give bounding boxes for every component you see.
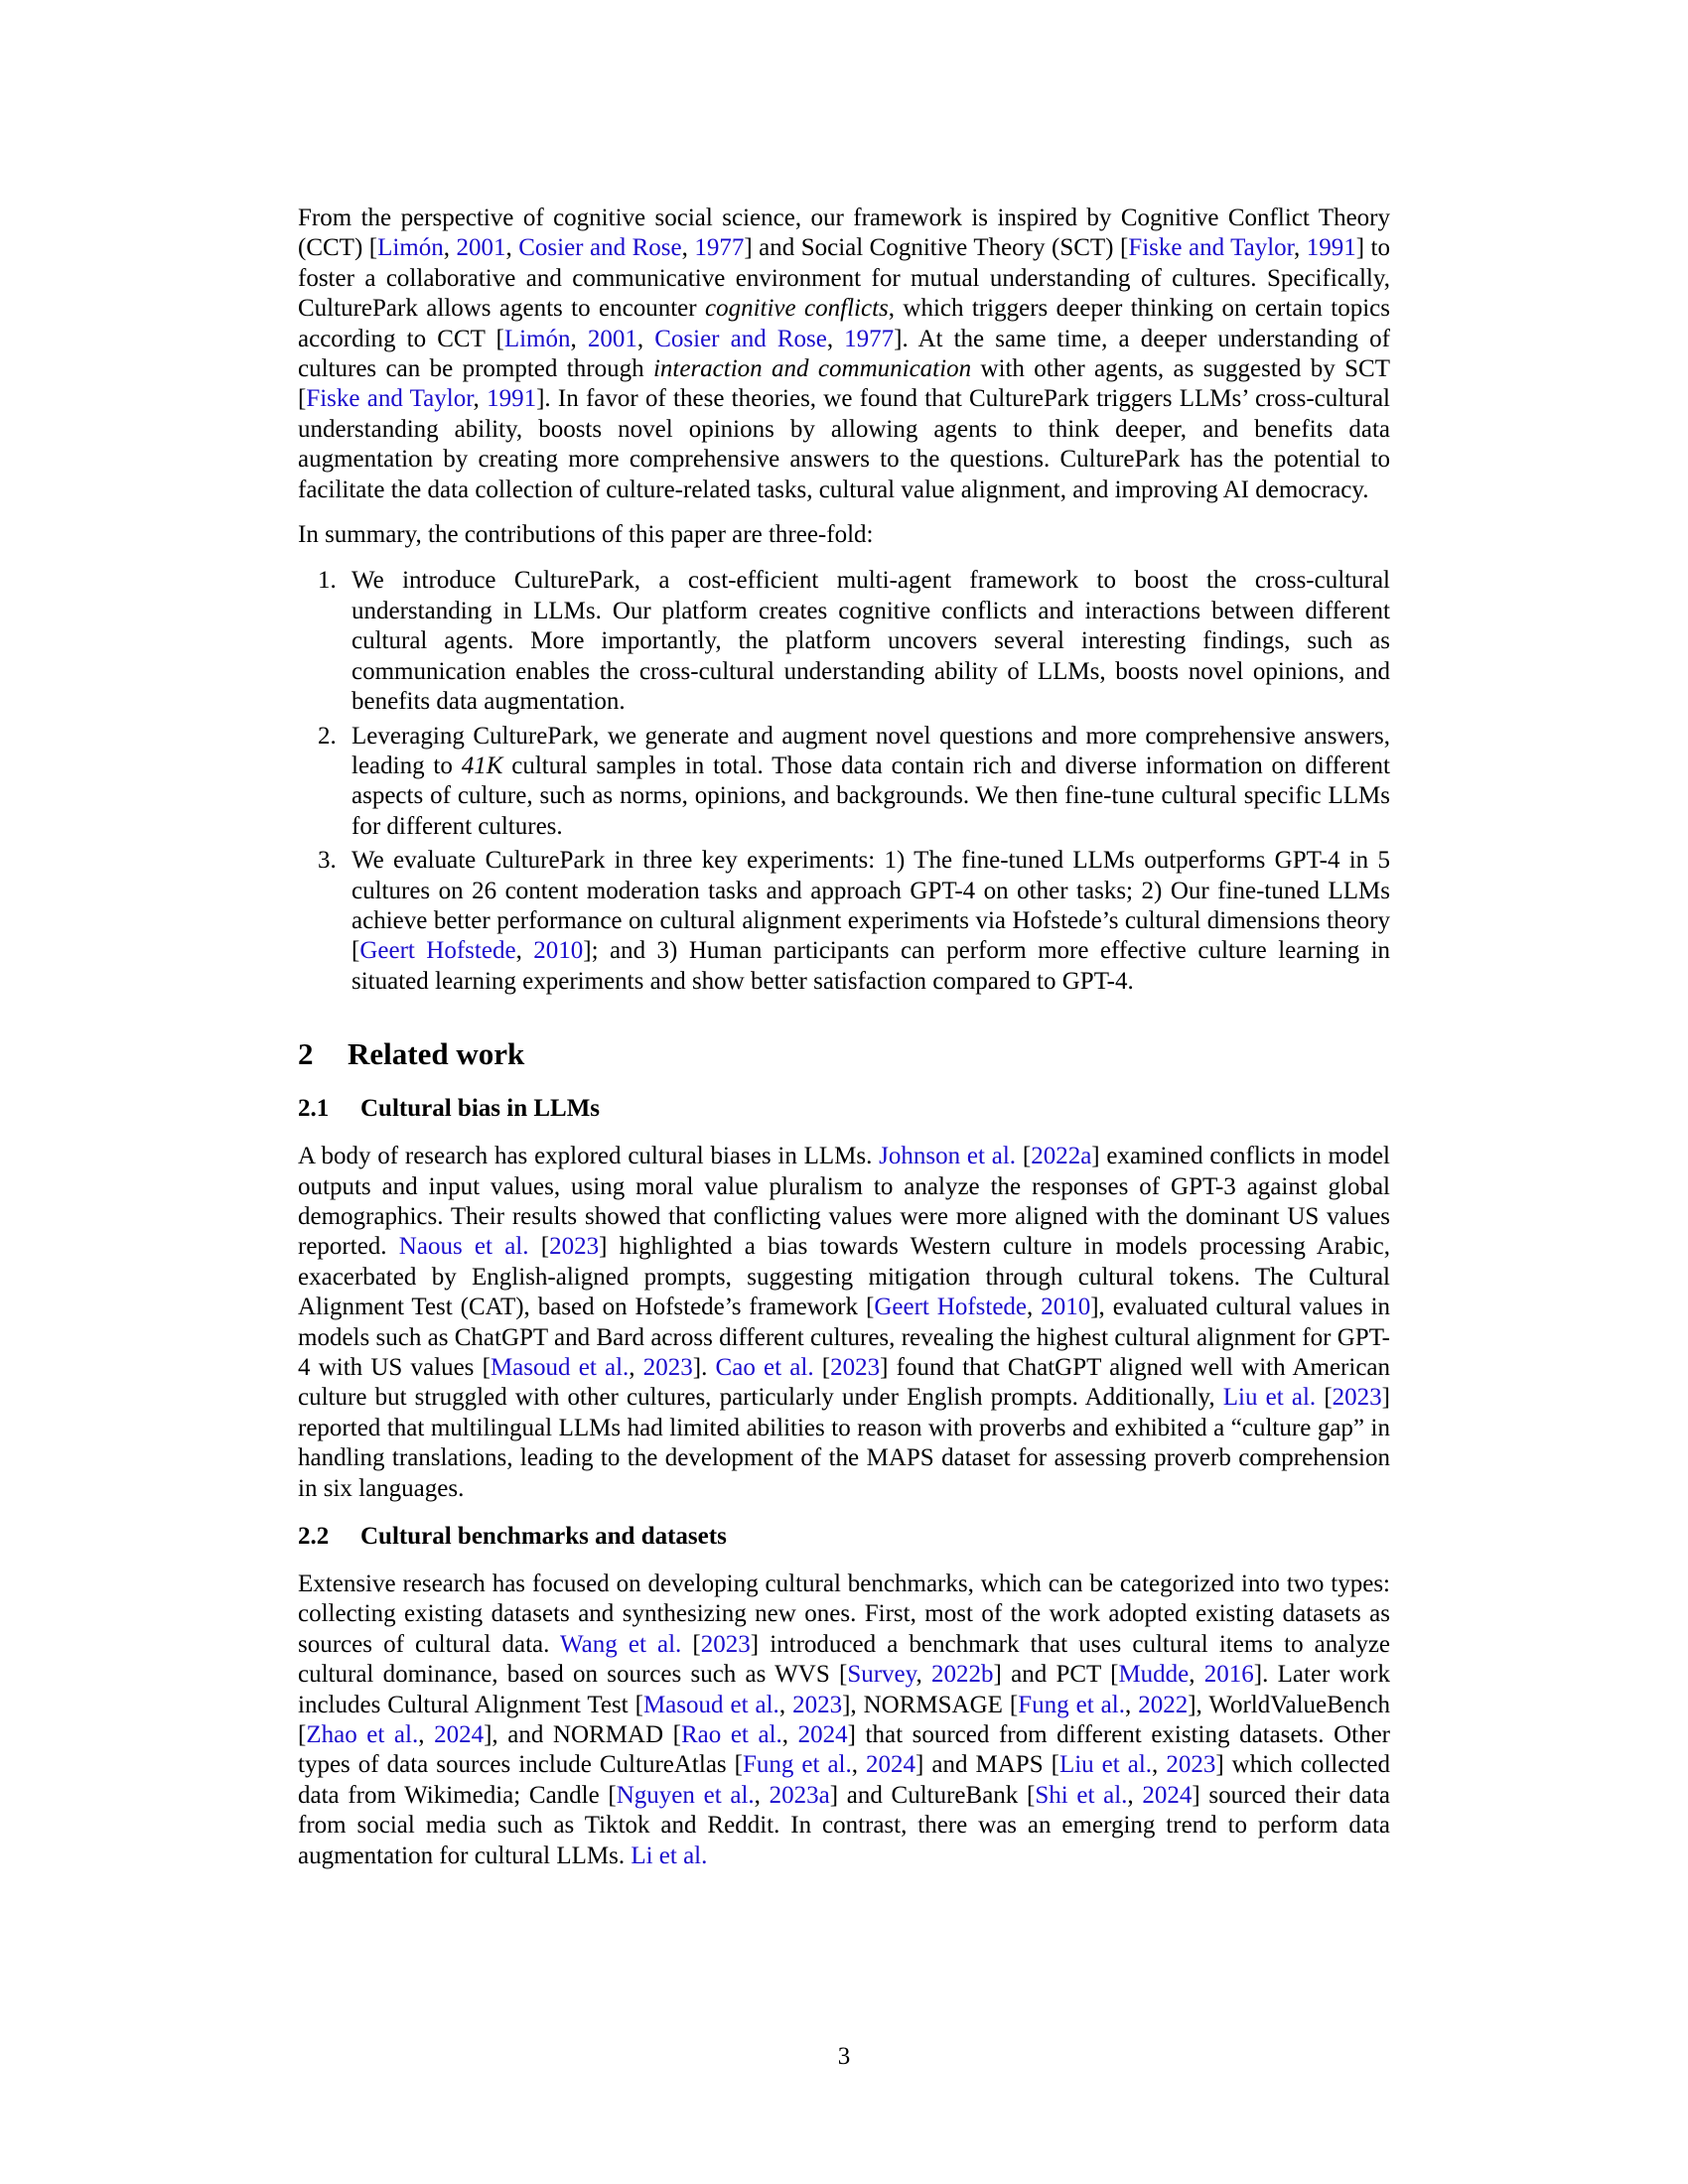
list-item-text: We introduce CulturePark, a cost-efficient multi-agent framework to boost the cross-cultural understanding in LLMs. Our platform creates cognitive conflicts and interactions between different cultural agents. More importantly, the platform uncovers several interesting findings, such as communication enables the cross-cultural understanding ability of LLMs, boosts novel opinions, and benefits data augmentation. bbox=[352, 567, 1390, 716]
subsection-heading bbox=[298, 1094, 1390, 1124]
list-number: 1. bbox=[318, 567, 337, 595]
emphasis-text: interaction and communication bbox=[652, 355, 972, 383]
citation-link[interactable]: Cosier and Rose bbox=[654, 325, 827, 352]
citation-link[interactable]: Wang et al. bbox=[560, 1630, 682, 1658]
citation-year-link[interactable]: 2024 bbox=[866, 1751, 916, 1779]
emphasis-text: cognitive conflicts bbox=[705, 295, 889, 323]
citation-link[interactable]: Geert Hofstede bbox=[874, 1294, 1028, 1321]
citation-link[interactable]: Zhao et al. bbox=[306, 1721, 419, 1749]
section-heading bbox=[298, 1036, 1390, 1072]
citation-link[interactable]: Masoud et al. bbox=[642, 1691, 779, 1718]
subsection-title: Cultural bias in LLMs bbox=[360, 1095, 601, 1123]
list-number: 3. bbox=[318, 847, 337, 875]
citation-year-link[interactable]: 1977 bbox=[694, 234, 745, 262]
citation-year-link[interactable]: 2023 bbox=[700, 1630, 751, 1658]
citation-year-link[interactable]: 1991 bbox=[1306, 234, 1356, 262]
citation-year-link[interactable]: 2022 bbox=[1138, 1691, 1189, 1718]
citation-link[interactable]: Mudde bbox=[1118, 1661, 1190, 1689]
list-item bbox=[298, 566, 1390, 717]
citation-link[interactable]: Cosier and Rose bbox=[518, 234, 682, 262]
citation-year-link[interactable]: 2023 bbox=[1166, 1751, 1216, 1779]
citation-year-link[interactable]: 2001 bbox=[587, 325, 637, 352]
citation-link[interactable]: Fung et al. bbox=[1018, 1691, 1125, 1718]
citation-year-link[interactable]: 2024 bbox=[434, 1721, 485, 1749]
list-number: 2. bbox=[318, 722, 337, 750]
paragraph-intro: From the perspective of cognitive social science, our framework is inspired by Cognitive Conflict Theory (CCT) [Limón, 2001, Cosier and Rose, 1977] and Social Cognitive Theory (SCT) [Fiske and Taylor, 1991] to foster a collaborative and communicative environment for mutual understanding of cultures. Specifically, CulturePark allows agents to encounter cognitive conflicts, which triggers deeper thinking on certain topics according to CCT [Limón, 2001, Cosier and Rose, 1977]. At the same time, a deeper understanding of cultures can be prompted through interaction and communication with other agents, as suggested by SCT [Fiske and Taylor, 1991]. In favor of these theories, we found that CulturePark triggers LLMs’ cross-cultural understanding ability, boosts novel opinions by allowing agents to think deeper, and benefits data augmentation by creating more comprehensive answers to the questions. CulturePark has the potential to facilitate the data collection of culture-related tasks, cultural value alignment, and improving AI democracy. bbox=[298, 205, 1391, 503]
math-value: 41K bbox=[461, 751, 503, 779]
citation-link[interactable]: Fung et al. bbox=[742, 1751, 852, 1779]
citation-year-link[interactable]: 2023a bbox=[769, 1781, 830, 1809]
contributions-list bbox=[298, 566, 1390, 997]
paragraph-cultural-bias: A body of research has explored cultural biases in LLMs. Johnson et al. [2022a] examined conflicts in model outputs and input values, using moral value pluralism to analyze the responses of GPT-3 against global demographics. Their results showed that conflicting values were more aligned with the dominant US values reported. Naous et al. [2023] highlighted a bias towards Western culture in models processing Arabic, exacerbated by English-aligned prompts, suggesting mitigation through cultural tokens. The Cultural Alignment Test (CAT), based on Hofstede’s framework [Geert Hofstede, 2010], evaluated cultural values in models such as ChatGPT and Bard across different cultures, revealing the highest cultural alignment for GPT-4 with US values [Masoud et al., 2023]. Cao et al. [2023] found that ChatGPT aligned well with American culture but struggled with other cultures, particularly under English prompts. Additionally, Liu et al. [2023] reported that multilingual LLMs had limited abilities to reason with proverbs and exhibited a “culture gap” in handling translations, leading to the development of the MAPS dataset for assessing proverb comprehension in six languages. bbox=[298, 1143, 1391, 1502]
citation-link[interactable]: Li et al. bbox=[631, 1842, 708, 1869]
citation-link[interactable]: Johnson et al. bbox=[879, 1143, 1017, 1170]
citation-link[interactable]: Rao et al. bbox=[680, 1721, 782, 1749]
citation-link[interactable]: Shi et al. bbox=[1035, 1781, 1128, 1809]
citation-year-link[interactable]: 2001 bbox=[456, 234, 506, 262]
citation-year-link[interactable]: 2023 bbox=[792, 1691, 843, 1718]
citation-year-link[interactable]: 2010 bbox=[533, 937, 584, 965]
citation-link[interactable]: Nguyen et al. bbox=[616, 1781, 755, 1809]
citation-link[interactable]: Survey bbox=[847, 1661, 916, 1689]
citation-year-link[interactable]: 2023 bbox=[549, 1233, 600, 1261]
citation-link[interactable]: Masoud et al. bbox=[490, 1354, 630, 1381]
citation-link[interactable]: Geert Hofstede bbox=[359, 937, 516, 965]
text: From the perspective of cognitive social science, our framework is inspired by Cognitive Conflict Theory (CCT) [ bbox=[298, 205, 1390, 262]
citation-link[interactable]: Cao et al. bbox=[715, 1354, 814, 1381]
subsection-heading bbox=[298, 1522, 1390, 1552]
citation-year-link[interactable]: 1991 bbox=[487, 385, 537, 413]
citation-year-link[interactable]: 2022b bbox=[931, 1661, 994, 1689]
citation-link[interactable]: Liu et al. bbox=[1222, 1384, 1317, 1412]
citation-link[interactable]: Fiske and Taylor bbox=[306, 385, 474, 413]
list-item: 3. We evaluate CulturePark in three key experiments: 1) The fine-tuned LLMs outperforms GPT-4 in 5 cultures on 26 content moderation tasks and approach GPT-4 on other tasks; 2) Our fine-tuned LLMs achieve better performance on cultural alignment experiments via Hofstede’s cultural dimensions theory [Geert Hofstede, 2010]; and 3) Human participants can perform more effective culture learning in situated learning experiments and show better satisfaction compared to GPT-4. bbox=[318, 847, 1391, 995]
citation-year-link[interactable]: 1977 bbox=[844, 325, 895, 352]
citation-year-link[interactable]: 2024 bbox=[797, 1721, 848, 1749]
citation-link[interactable]: Naous et al. bbox=[398, 1233, 529, 1261]
section-title: Related work bbox=[348, 1036, 525, 1072]
citation-year-link[interactable]: 2023 bbox=[1332, 1384, 1382, 1412]
citation-link[interactable]: Limón bbox=[377, 234, 444, 262]
citation-link[interactable]: Fiske and Taylor bbox=[1128, 234, 1294, 262]
subsection-title: Cultural benchmarks and datasets bbox=[360, 1523, 727, 1551]
page-body bbox=[298, 204, 1390, 1871]
citation-year-link[interactable]: 2023 bbox=[642, 1354, 693, 1381]
page-number: 3 bbox=[837, 2043, 851, 2070]
subsection-number: 2.2 bbox=[298, 1523, 330, 1551]
citation-year-link[interactable]: 2016 bbox=[1203, 1661, 1254, 1689]
citation-year-link[interactable]: 2023 bbox=[830, 1354, 881, 1381]
section-number: 2 bbox=[298, 1036, 314, 1072]
list-item: 2. Leveraging CulturePark, we generate and augment novel questions and more comprehensive answers, leading to 41K cultural samples in total. Those data contain rich and diverse information on different aspects of culture, such as norms, opinions, and backgrounds. We then fine-tune cultural specific LLMs for different cultures. bbox=[318, 722, 1391, 840]
paragraph-benchmarks: Extensive research has focused on developing cultural benchmarks, which can be categorized into two types: collecting existing datasets and synthesizing new ones. First, most of the work adopted existing datasets as sources of cultural data. Wang et al. [2023] introduced a benchmark that uses cultural items to analyze cultural dominance, based on sources such as WVS [Survey, 2022b] and PCT [Mudde, 2016]. Later work includes Cultural Alignment Test [Masoud et al., 2023], NORMSAGE [Fung et al., 2022], WorldValueBench [Zhao et al., 2024], and NORMAD [Rao et al., 2024] that sourced from different existing datasets. Other types of data sources include CultureAtlas [Fung et al., 2024] and MAPS [Liu et al., 2023] which collected data from Wikimedia; Candle [Nguyen et al., 2023a] and CultureBank [Shi et al., 2024] sourced their data from social media such as Tiktok and Reddit. In contrast, there was an emerging trend to perform data augmentation for cultural LLMs. Li et al. bbox=[298, 1570, 1391, 1869]
citation-year-link[interactable]: 2022a bbox=[1031, 1143, 1092, 1170]
citation-link[interactable]: Limón bbox=[503, 325, 571, 352]
citation-year-link[interactable]: 2010 bbox=[1041, 1294, 1091, 1321]
citation-link[interactable]: Liu et al. bbox=[1058, 1751, 1153, 1779]
citation-year-link[interactable]: 2024 bbox=[1142, 1781, 1193, 1809]
paragraph-summary: In summary, the contributions of this paper are three-fold: bbox=[298, 521, 874, 549]
subsection-number: 2.1 bbox=[298, 1095, 330, 1123]
